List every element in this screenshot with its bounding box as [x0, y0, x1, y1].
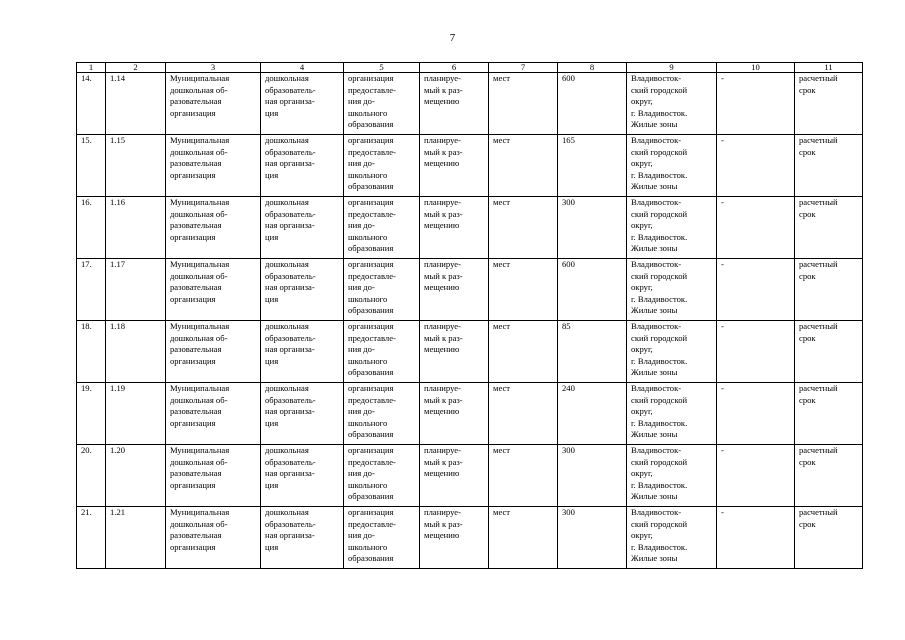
object-name-cell: Муниципальная дошкольная об- разовательная организация	[166, 197, 261, 259]
capacity-cell: 300	[558, 507, 627, 569]
row-number-cell: 17.	[77, 259, 106, 321]
object-purpose-cell: организация предоставле- ния до- школьного образования	[344, 383, 420, 445]
column-number-header	[77, 63, 863, 73]
column-header: 3	[166, 63, 261, 73]
object-type-cell: дошкольная образователь- ная организа- ция	[261, 507, 344, 569]
object-type-cell: дошкольная образователь- ная организа- ция	[261, 383, 344, 445]
object-name-cell: Муниципальная дошкольная об- разовательная организация	[166, 321, 261, 383]
object-status-cell: планируе- мый к раз- мещению	[420, 73, 489, 135]
column-10-cell: -	[717, 259, 795, 321]
unit-cell: мест	[489, 507, 558, 569]
row-code-cell: 1.16	[106, 197, 166, 259]
capacity-cell: 165	[558, 135, 627, 197]
column-10-cell: -	[717, 383, 795, 445]
object-name-cell: Муниципальная дошкольная об- разовательная организация	[166, 259, 261, 321]
object-purpose-cell: организация предоставле- ния до- школьного образования	[344, 259, 420, 321]
location-cell: Владивосток- ский городской округ, г. Владивосток. Жилые зоны	[627, 507, 717, 569]
column-header: 5	[344, 63, 420, 73]
column-header: 10	[717, 63, 795, 73]
object-status-cell: планируе- мый к раз- мещению	[420, 259, 489, 321]
object-purpose-cell: организация предоставле- ния до- школьного образования	[344, 73, 420, 135]
table-row	[77, 507, 863, 569]
location-cell: Владивосток- ский городской округ, г. Владивосток. Жилые зоны	[627, 73, 717, 135]
object-type-cell: дошкольная образователь- ная организа- ция	[261, 321, 344, 383]
row-code-cell: 1.14	[106, 73, 166, 135]
row-code-cell: 1.19	[106, 383, 166, 445]
table-row	[77, 445, 863, 507]
term-cell: расчетный срок	[795, 383, 863, 445]
column-10-cell: -	[717, 73, 795, 135]
object-purpose-cell: организация предоставле- ния до- школьного образования	[344, 445, 420, 507]
row-code-cell: 1.18	[106, 321, 166, 383]
location-cell: Владивосток- ский городской округ, г. Владивосток. Жилые зоны	[627, 321, 717, 383]
row-number-cell: 21.	[77, 507, 106, 569]
column-header: 2	[106, 63, 166, 73]
term-cell: расчетный срок	[795, 197, 863, 259]
row-code-cell: 1.17	[106, 259, 166, 321]
object-name-cell: Муниципальная дошкольная об- разовательная организация	[166, 383, 261, 445]
column-10-cell: -	[717, 321, 795, 383]
object-status-cell: планируе- мый к раз- мещению	[420, 445, 489, 507]
location-cell: Владивосток- ский городской округ, г. Владивосток. Жилые зоны	[627, 259, 717, 321]
unit-cell: мест	[489, 445, 558, 507]
object-type-cell: дошкольная образователь- ная организа- ция	[261, 135, 344, 197]
term-cell: расчетный срок	[795, 321, 863, 383]
column-10-cell: -	[717, 445, 795, 507]
row-code-cell: 1.21	[106, 507, 166, 569]
row-number-cell: 20.	[77, 445, 106, 507]
object-status-cell: планируе- мый к раз- мещению	[420, 135, 489, 197]
column-header: 9	[627, 63, 717, 73]
capacity-cell: 600	[558, 259, 627, 321]
capacity-cell: 85	[558, 321, 627, 383]
object-type-cell: дошкольная образователь- ная организа- ция	[261, 259, 344, 321]
object-purpose-cell: организация предоставле- ния до- школьного образования	[344, 507, 420, 569]
object-purpose-cell: организация предоставле- ния до- школьного образования	[344, 197, 420, 259]
row-number-cell: 16.	[77, 197, 106, 259]
table-row	[77, 73, 863, 135]
column-header: 6	[420, 63, 489, 73]
object-purpose-cell: организация предоставле- ния до- школьного образования	[344, 135, 420, 197]
row-code-cell: 1.20	[106, 445, 166, 507]
capacity-cell: 600	[558, 73, 627, 135]
table-row	[77, 197, 863, 259]
column-header: 11	[795, 63, 863, 73]
term-cell: расчетный срок	[795, 73, 863, 135]
row-number-cell: 19.	[77, 383, 106, 445]
column-10-cell: -	[717, 197, 795, 259]
object-type-cell: дошкольная образователь- ная организа- ция	[261, 73, 344, 135]
object-name-cell: Муниципальная дошкольная об- разовательная организация	[166, 445, 261, 507]
term-cell: расчетный срок	[795, 259, 863, 321]
term-cell: расчетный срок	[795, 507, 863, 569]
unit-cell: мест	[489, 259, 558, 321]
row-number-cell: 14.	[77, 73, 106, 135]
capacity-cell: 300	[558, 445, 627, 507]
object-name-cell: Муниципальная дошкольная об- разовательная организация	[166, 135, 261, 197]
object-type-cell: дошкольная образователь- ная организа- ция	[261, 197, 344, 259]
term-cell: расчетный срок	[795, 445, 863, 507]
table-row	[77, 321, 863, 383]
unit-cell: мест	[489, 135, 558, 197]
object-purpose-cell: организация предоставле- ния до- школьного образования	[344, 321, 420, 383]
object-status-cell: планируе- мый к раз- мещению	[420, 507, 489, 569]
table-row	[77, 383, 863, 445]
row-number-cell: 15.	[77, 135, 106, 197]
row-code-cell: 1.15	[106, 135, 166, 197]
object-type-cell: дошкольная образователь- ная организа- ция	[261, 445, 344, 507]
capacity-cell: 300	[558, 197, 627, 259]
table-row	[77, 259, 863, 321]
page-number: 7	[449, 32, 456, 44]
column-header: 8	[558, 63, 627, 73]
location-cell: Владивосток- ский городской округ, г. Владивосток. Жилые зоны	[627, 135, 717, 197]
column-header: 4	[261, 63, 344, 73]
column-header: 7	[489, 63, 558, 73]
column-10-cell: -	[717, 507, 795, 569]
column-header: 1	[77, 63, 106, 73]
object-name-cell: Муниципальная дошкольная об- разовательная организация	[166, 507, 261, 569]
column-10-cell: -	[717, 135, 795, 197]
unit-cell: мест	[489, 197, 558, 259]
facilities-table	[76, 62, 863, 569]
capacity-cell: 240	[558, 383, 627, 445]
object-status-cell: планируе- мый к раз- мещению	[420, 383, 489, 445]
object-name-cell: Муниципальная дошкольная об- разовательная организация	[166, 73, 261, 135]
object-status-cell: планируе- мый к раз- мещению	[420, 321, 489, 383]
location-cell: Владивосток- ский городской округ, г. Владивосток. Жилые зоны	[627, 197, 717, 259]
location-cell: Владивосток- ский городской округ, г. Владивосток. Жилые зоны	[627, 383, 717, 445]
row-number-cell: 18.	[77, 321, 106, 383]
location-cell: Владивосток- ский городской округ, г. Владивосток. Жилые зоны	[627, 445, 717, 507]
unit-cell: мест	[489, 73, 558, 135]
unit-cell: мест	[489, 383, 558, 445]
table-row	[77, 135, 863, 197]
unit-cell: мест	[489, 321, 558, 383]
object-status-cell: планируе- мый к раз- мещению	[420, 197, 489, 259]
term-cell: расчетный срок	[795, 135, 863, 197]
